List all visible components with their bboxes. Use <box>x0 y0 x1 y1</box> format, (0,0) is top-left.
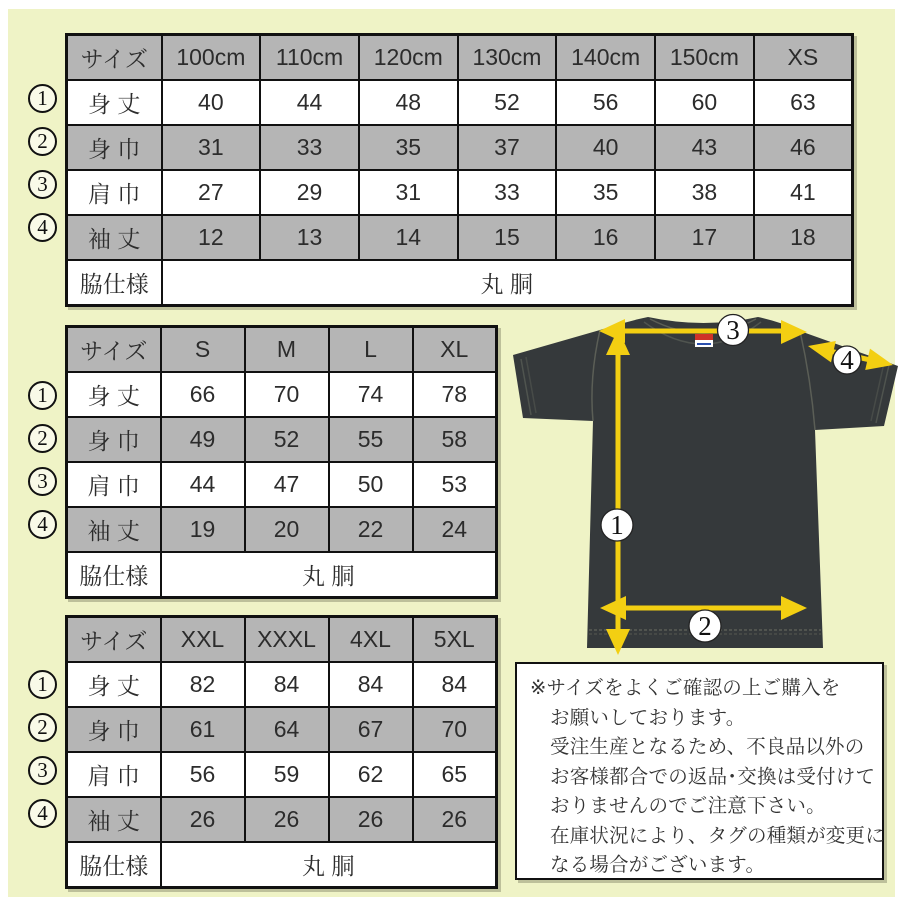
callout-4-icon: 4 <box>28 510 57 539</box>
measure-value: 26 <box>413 797 497 842</box>
size-column-header: 110cm <box>260 35 359 81</box>
callout-2-icon: 2 <box>28 424 57 453</box>
size-table-kids-xs <box>65 33 854 307</box>
measure-label: 袖 丈 <box>67 507 161 552</box>
measure-value: 56 <box>161 752 245 797</box>
measure-value: 55 <box>329 417 413 462</box>
measure-value: 60 <box>655 80 754 125</box>
measure-row <box>67 507 497 552</box>
measure-value: 82 <box>161 662 245 707</box>
size-column-header: XL <box>413 327 497 373</box>
measure-value: 47 <box>245 462 329 507</box>
size-column-header: XXL <box>161 617 245 663</box>
measure-value: 61 <box>161 707 245 752</box>
measure-value: 52 <box>458 80 557 125</box>
measure-value: 22 <box>329 507 413 552</box>
size-column-header: XS <box>754 35 853 81</box>
measure-row <box>67 417 497 462</box>
size-column-header: 100cm <box>162 35 261 81</box>
size-header-cell: サイズ <box>67 617 161 663</box>
svg-text:4: 4 <box>840 345 854 375</box>
measure-value: 66 <box>161 372 245 417</box>
side-spec-value: 丸 胴 <box>162 260 853 306</box>
measure-row <box>67 170 853 215</box>
measure-label: 肩 巾 <box>67 752 161 797</box>
size-column-header: 130cm <box>458 35 557 81</box>
size-column-header: 4XL <box>329 617 413 663</box>
measure-value: 44 <box>161 462 245 507</box>
callout-2-icon: 2 <box>28 713 57 742</box>
measure-value: 67 <box>329 707 413 752</box>
notice-line: ※サイズをよくご確認の上ご購入を <box>530 677 841 699</box>
measure-label: 身 丈 <box>67 372 161 417</box>
measure-value: 24 <box>413 507 497 552</box>
measure-label: 身 丈 <box>67 80 162 125</box>
brand-tag-icon <box>695 334 713 347</box>
measure-value: 62 <box>329 752 413 797</box>
measure-value: 44 <box>260 80 359 125</box>
measure-value: 20 <box>245 507 329 552</box>
measure-value: 64 <box>245 707 329 752</box>
measure-value: 48 <box>359 80 458 125</box>
callout-3-icon: 3 <box>28 170 57 199</box>
diagram-callout-1 <box>601 509 633 541</box>
measure-label: 袖 丈 <box>67 797 161 842</box>
measure-value: 53 <box>413 462 497 507</box>
side-spec-label: 脇仕様 <box>67 552 161 598</box>
measure-value: 12 <box>162 215 261 260</box>
size-column-header: 140cm <box>556 35 655 81</box>
measure-label: 肩 巾 <box>67 462 161 507</box>
measure-value: 65 <box>413 752 497 797</box>
notice-line: なる場合がございます。 <box>550 854 766 876</box>
measure-label: 身 丈 <box>67 662 161 707</box>
measure-row <box>67 797 497 842</box>
measure-value: 29 <box>260 170 359 215</box>
side-spec-value: 丸 胴 <box>161 842 497 888</box>
notice-line: お客様都合での返品･交換は受付けて <box>550 765 876 788</box>
size-header-cell: サイズ <box>67 35 162 81</box>
size-column-header: M <box>245 327 329 373</box>
notice-line: お願いしております。 <box>550 706 746 729</box>
measure-value: 14 <box>359 215 458 260</box>
measure-label: 袖 丈 <box>67 215 162 260</box>
size-header-cell: サイズ <box>67 327 161 373</box>
measure-row <box>67 372 497 417</box>
measure-row <box>67 707 497 752</box>
diagram-callout-4 <box>833 345 861 375</box>
measure-row <box>67 752 497 797</box>
svg-text:3: 3 <box>726 315 740 345</box>
measure-row <box>67 215 853 260</box>
callout-1-icon: 1 <box>28 84 57 113</box>
measure-value: 41 <box>754 170 853 215</box>
header-row <box>67 35 853 81</box>
measure-row <box>67 662 497 707</box>
size-column-header: 5XL <box>413 617 497 663</box>
callout-1-icon: 1 <box>28 670 57 699</box>
measure-row <box>67 80 853 125</box>
measure-value: 19 <box>161 507 245 552</box>
measure-value: 84 <box>413 662 497 707</box>
side-spec-row <box>67 552 497 598</box>
measure-value: 84 <box>245 662 329 707</box>
size-column-header: 120cm <box>359 35 458 81</box>
measure-label: 身 巾 <box>67 417 161 462</box>
measure-value: 56 <box>556 80 655 125</box>
callout-1-icon: 1 <box>28 381 57 410</box>
notice-line: おりませんのでご注意下さい。 <box>550 795 826 817</box>
notice-line: 受注生産となるため、不良品以外の <box>550 736 865 758</box>
side-spec-label: 脇仕様 <box>67 842 161 888</box>
size-column-header: S <box>161 327 245 373</box>
measure-value: 17 <box>655 215 754 260</box>
measure-value: 33 <box>260 125 359 170</box>
measure-value: 74 <box>329 372 413 417</box>
measure-value: 26 <box>245 797 329 842</box>
measure-value: 37 <box>458 125 557 170</box>
diagram-callout-3 <box>718 315 749 346</box>
callout-4-icon: 4 <box>28 799 57 828</box>
header-row <box>67 327 497 373</box>
measure-value: 46 <box>754 125 853 170</box>
measure-value: 35 <box>556 170 655 215</box>
callout-4-icon: 4 <box>28 213 57 242</box>
measure-value: 52 <box>245 417 329 462</box>
measure-value: 50 <box>329 462 413 507</box>
tshirt-measure-diagram <box>500 298 900 662</box>
callout-3-icon: 3 <box>28 756 57 785</box>
measure-value: 31 <box>162 125 261 170</box>
measure-value: 15 <box>458 215 557 260</box>
measure-value: 58 <box>413 417 497 462</box>
measure-value: 16 <box>556 215 655 260</box>
measure-value: 59 <box>245 752 329 797</box>
size-table-xxl-5xl <box>65 615 498 889</box>
measure-value: 26 <box>329 797 413 842</box>
measure-value: 84 <box>329 662 413 707</box>
svg-text:2: 2 <box>698 611 712 641</box>
measure-value: 78 <box>413 372 497 417</box>
purchase-notice <box>515 662 884 880</box>
measure-value: 40 <box>162 80 261 125</box>
header-row <box>67 617 497 663</box>
measure-value: 27 <box>162 170 261 215</box>
diagram-callout-2 <box>689 610 721 642</box>
measure-value: 13 <box>260 215 359 260</box>
size-table-s-xl <box>65 325 498 599</box>
measure-value: 40 <box>556 125 655 170</box>
svg-text:1: 1 <box>610 510 624 540</box>
callout-3-icon: 3 <box>28 467 57 496</box>
measure-value: 38 <box>655 170 754 215</box>
size-column-header: XXXL <box>245 617 329 663</box>
notice-line: 在庫状況により、タグの種類が変更に <box>550 824 885 847</box>
measure-label: 身 巾 <box>67 125 162 170</box>
measure-value: 18 <box>754 215 853 260</box>
side-spec-value: 丸 胴 <box>161 552 497 598</box>
measure-value: 43 <box>655 125 754 170</box>
side-spec-row <box>67 842 497 888</box>
measure-value: 49 <box>161 417 245 462</box>
measure-value: 70 <box>245 372 329 417</box>
measure-value: 63 <box>754 80 853 125</box>
measure-value: 26 <box>161 797 245 842</box>
measure-row <box>67 125 853 170</box>
measure-value: 35 <box>359 125 458 170</box>
measure-value: 31 <box>359 170 458 215</box>
measure-value: 33 <box>458 170 557 215</box>
measure-row <box>67 462 497 507</box>
callout-2-icon: 2 <box>28 127 57 156</box>
measure-value: 70 <box>413 707 497 752</box>
side-spec-label: 脇仕様 <box>67 260 162 306</box>
size-column-header: L <box>329 327 413 373</box>
size-column-header: 150cm <box>655 35 754 81</box>
measure-label: 肩 巾 <box>67 170 162 215</box>
measure-label: 身 巾 <box>67 707 161 752</box>
